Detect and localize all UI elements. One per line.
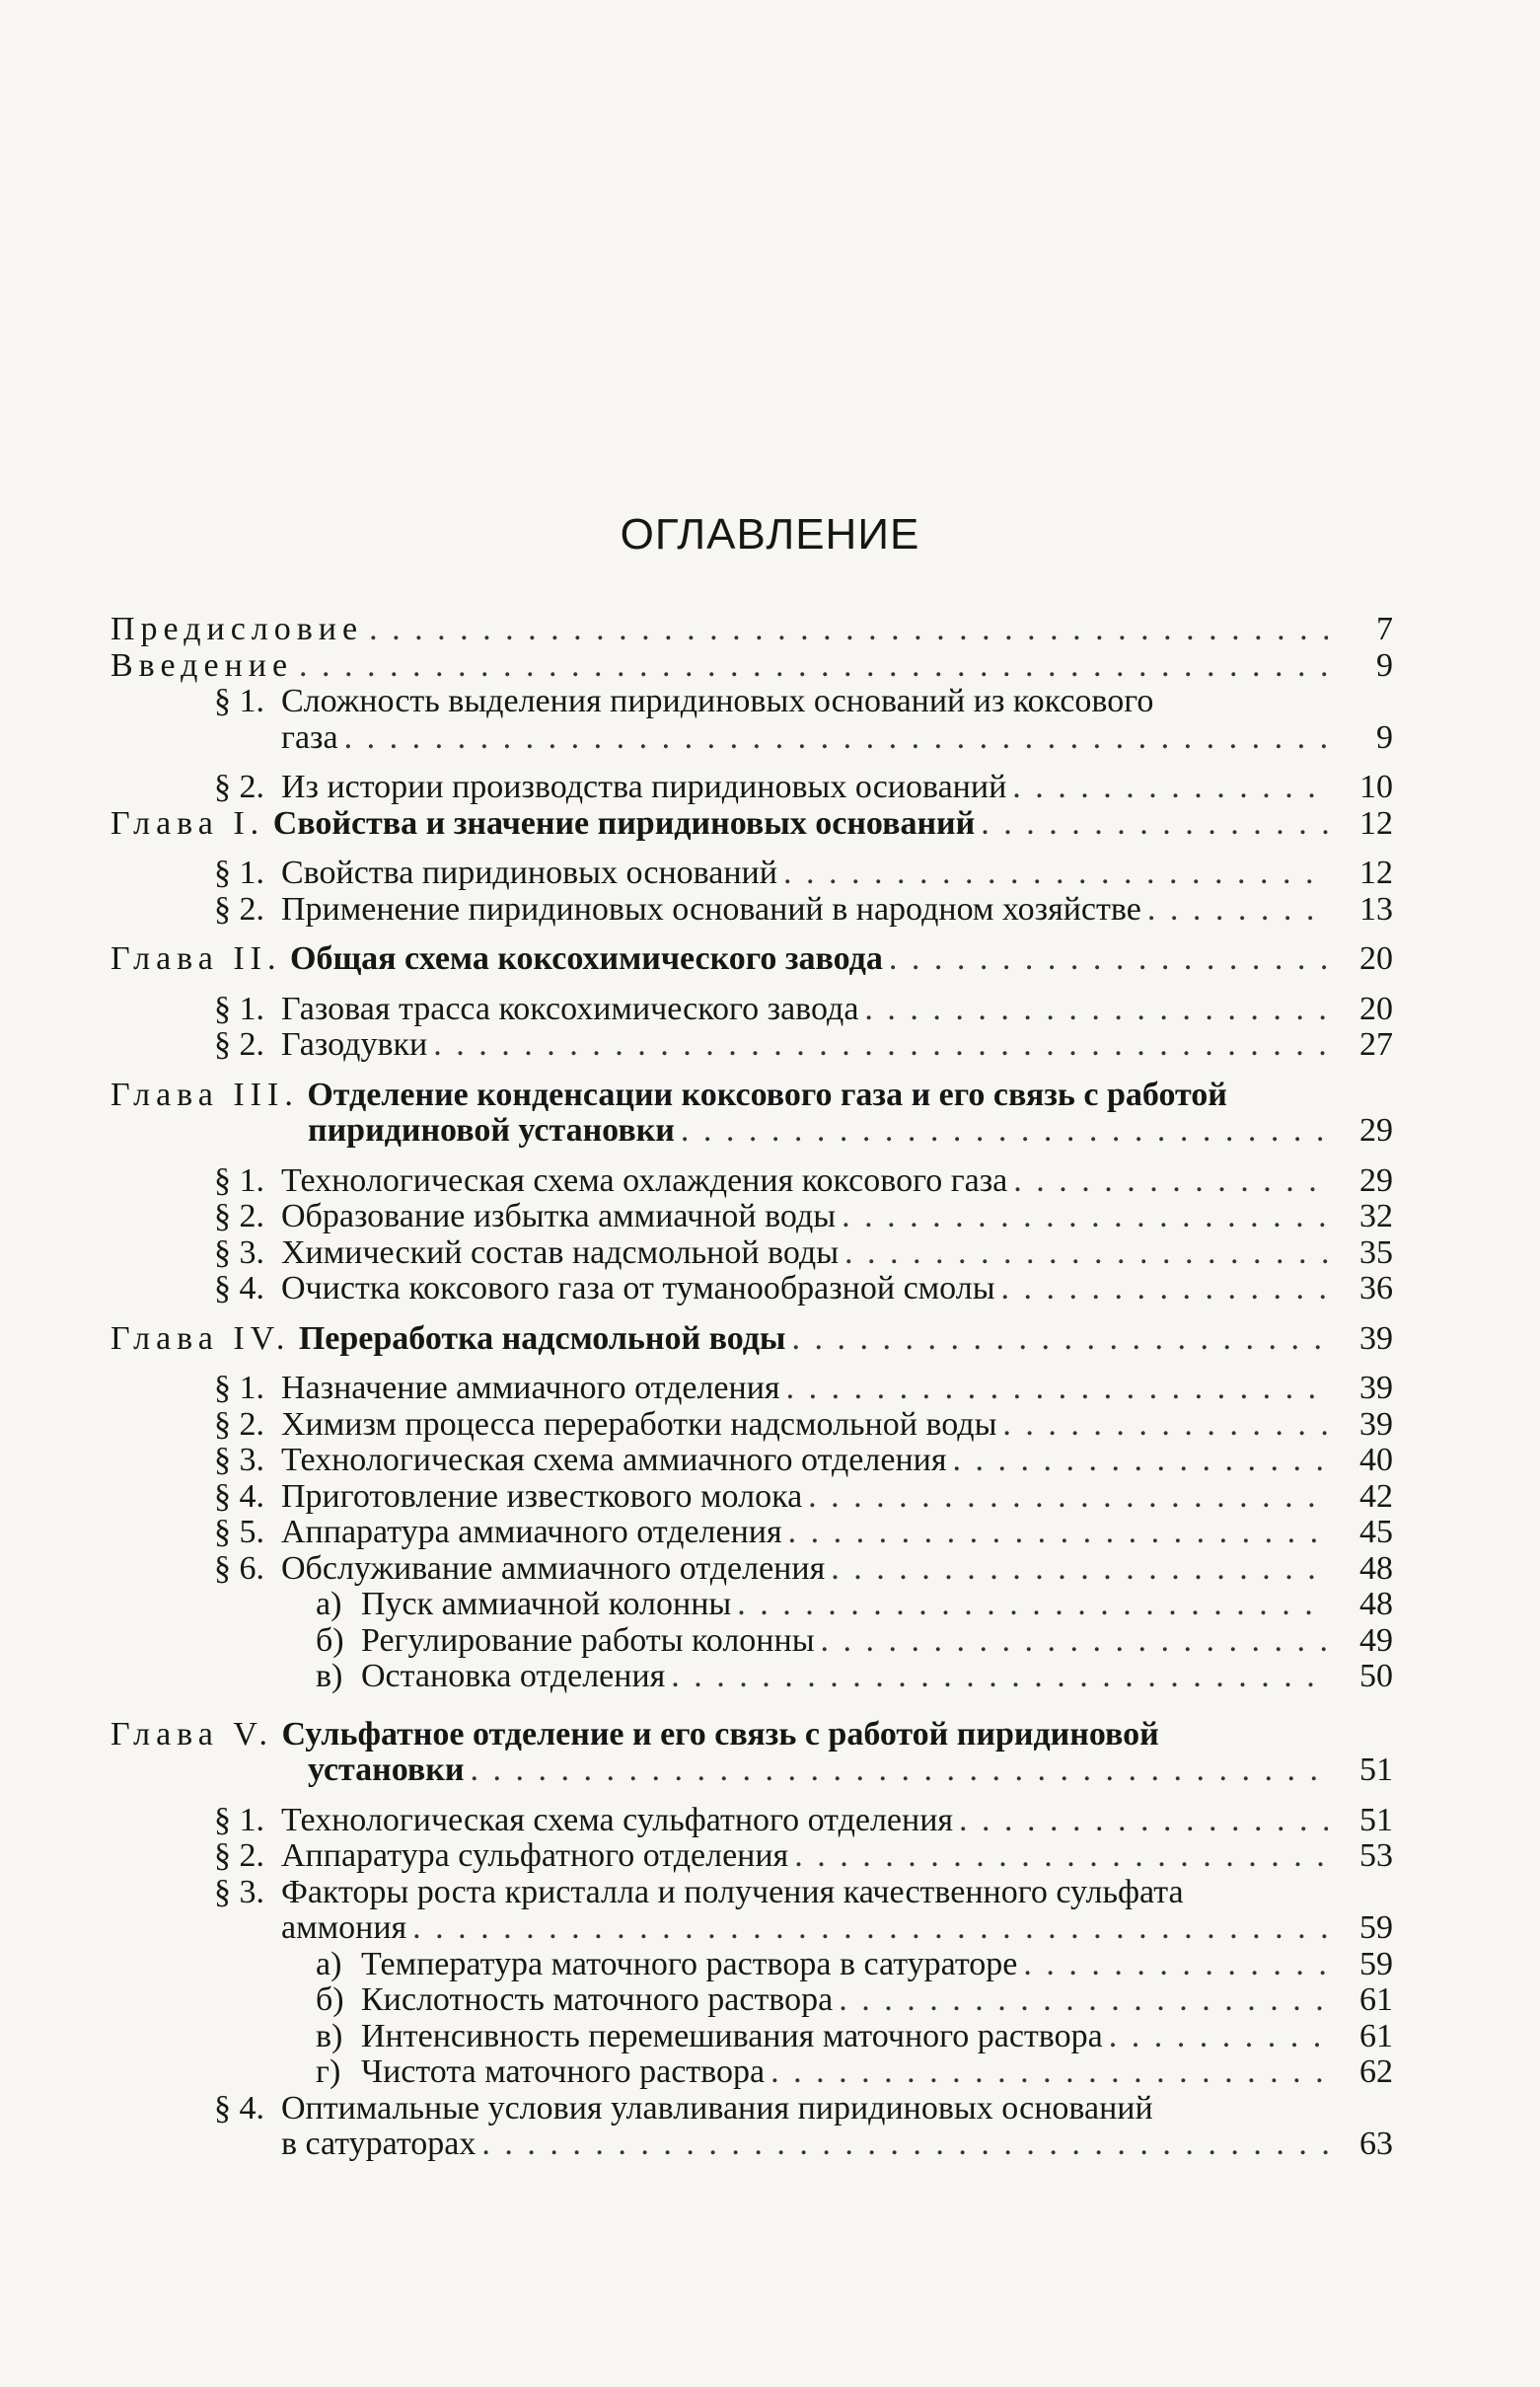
section-mark: § 2. (214, 890, 264, 928)
page-number: 40 (1359, 1442, 1393, 1478)
toc-chapter-2[interactable] (110, 941, 1393, 978)
dot-leader (1109, 2019, 1328, 2055)
page-number: 51 (1359, 1752, 1393, 1788)
page-number: 48 (1359, 1549, 1393, 1587)
toc-section-intro-1[interactable] (110, 684, 1393, 720)
section-title: Технологическая схема сульфатного отделения (281, 1801, 954, 1838)
section-title: Обслуживание аммиачного отделения (281, 1549, 826, 1587)
section-mark: § 3. (214, 1233, 264, 1271)
section-mark: § 1. (214, 1370, 264, 1406)
section-title: Газовая трасса коксохимического завода (281, 990, 859, 1027)
subsection-title: Регулирование работы колонны (361, 1621, 815, 1659)
section-title: Применение пиридиновых оснований в народном хозяйстве (281, 890, 1141, 928)
dot-leader (794, 1838, 1328, 1875)
dot-leader (1023, 1947, 1328, 1983)
section-mark: § 4. (214, 2089, 264, 2126)
page-number: 53 (1359, 1837, 1393, 1874)
toc-section-3-4[interactable] (110, 1271, 1393, 1307)
subsection-mark: а) (316, 1945, 342, 1982)
spacer (110, 978, 1393, 992)
subsection-title: Температура маточного раствора в сатураторе (361, 1945, 1018, 1982)
dot-leader (412, 1910, 1328, 1947)
toc-section-intro-1-cont[interactable] (110, 720, 1393, 757)
section-title: Назначение аммиачного отделения (281, 1370, 780, 1406)
dot-leader (831, 1551, 1328, 1588)
section-title: Технологическая схема охлаждения коксового газа (281, 1161, 1008, 1199)
dot-leader (788, 1515, 1328, 1551)
toc-section-4-2[interactable] (110, 1407, 1393, 1444)
section-title: Образование избытка аммиачной воды (281, 1198, 837, 1234)
page-number: 7 (1376, 611, 1393, 647)
spacer (110, 756, 1393, 770)
toc-subsection-4-6-a[interactable] (110, 1587, 1393, 1623)
dot-leader (952, 1443, 1328, 1479)
dot-leader (981, 806, 1328, 843)
section-mark: § 6. (214, 1549, 264, 1587)
page-number: 12 (1359, 804, 1393, 842)
dot-leader (470, 1753, 1328, 1789)
section-title-cont: в сатураторах (281, 2126, 477, 2162)
page-number: 20 (1359, 940, 1393, 977)
dot-leader (433, 1027, 1328, 1064)
section-title: Факторы роста кристалла и получения качественного сульфата (281, 1873, 1184, 1910)
section-title-cont: газа (281, 718, 338, 756)
section-mark: § 2. (214, 1837, 264, 1874)
chapter-title: Отделение конденсации коксового газа и его связь с работой (307, 1076, 1227, 1113)
toc-section-3-1[interactable] (110, 1163, 1393, 1200)
toc-section-4-5[interactable] (110, 1515, 1393, 1551)
subsection-title: Пуск аммиачной колонны (361, 1586, 732, 1622)
toc-section-2-2[interactable] (110, 1027, 1393, 1064)
subsection-mark: в) (316, 1658, 343, 1694)
chapter-label: Глава I. (110, 804, 265, 842)
page-number: 10 (1359, 769, 1393, 805)
section-title: Сложность выделения пиридиновых оснований из коксового (281, 683, 1154, 719)
chapter-title-cont: пиридиновой установки (308, 1112, 675, 1149)
page-number: 35 (1359, 1233, 1393, 1271)
section-title: Технологическая схема аммиачного отделения (281, 1442, 947, 1478)
toc-section-2-1[interactable] (110, 992, 1393, 1028)
section-mark: § 1. (214, 1801, 264, 1838)
page-number: 62 (1359, 2053, 1393, 2090)
toc-section-5-3[interactable] (110, 1875, 1393, 1911)
dot-leader (1013, 1163, 1328, 1200)
dot-leader (1012, 770, 1328, 806)
page-number: 27 (1359, 1026, 1393, 1063)
dot-leader (737, 1587, 1328, 1623)
dot-leader (1002, 1407, 1328, 1444)
toc-subsection-4-6-b[interactable] (110, 1623, 1393, 1660)
section-mark: § 2. (214, 769, 264, 805)
section-title: Из истории производства пиридиновых осиований (281, 769, 1007, 805)
section-mark: § 5. (214, 1514, 264, 1550)
spacer (110, 842, 1393, 856)
toc-section-1-2[interactable] (110, 892, 1393, 929)
toc-section-intro-2[interactable] (110, 770, 1393, 806)
dot-leader (808, 1479, 1328, 1516)
toc-chapter-5-cont[interactable] (110, 1753, 1393, 1789)
subsection-title: Интенсивность перемешивания маточного раствора (361, 2017, 1103, 2054)
page-number: 61 (1359, 2017, 1393, 2054)
spacer (110, 1064, 1393, 1078)
page-number: 20 (1359, 990, 1393, 1027)
page-number: 29 (1359, 1161, 1393, 1199)
page-number: 39 (1359, 1319, 1393, 1357)
section-mark: § 2. (214, 1198, 264, 1234)
section-title: Оптимальные условия улавливания пиридиновых оснований (281, 2089, 1153, 2126)
section-mark: § 4. (214, 1477, 264, 1515)
page-number: 9 (1376, 718, 1393, 756)
subsection-mark: б) (316, 1981, 344, 2018)
toc-chapter-3[interactable] (110, 1078, 1393, 1114)
dot-leader (821, 1623, 1328, 1660)
page-number: 36 (1359, 1270, 1393, 1306)
section-title: Очистка коксового газа от туманообразной смолы (281, 1270, 995, 1306)
section-mark: § 3. (214, 1873, 264, 1910)
dot-leader (842, 1199, 1328, 1235)
page-number: 45 (1359, 1514, 1393, 1550)
chapter-label: Глава V. (110, 1715, 274, 1753)
toc-entry-label: Введение (110, 646, 294, 684)
page-number: 49 (1359, 1621, 1393, 1659)
table-of-contents (110, 612, 1393, 2163)
section-mark: § 2. (214, 1405, 264, 1443)
page-number: 29 (1359, 1112, 1393, 1149)
spacer (110, 928, 1393, 941)
page-number: 48 (1359, 1586, 1393, 1622)
section-title: Аппаратура аммиачного отделения (281, 1514, 782, 1550)
subsection-mark: а) (316, 1586, 342, 1622)
section-mark: § 4. (214, 1270, 264, 1306)
toc-section-3-2[interactable] (110, 1199, 1393, 1235)
page-number: 50 (1359, 1658, 1393, 1694)
dot-leader (1147, 892, 1328, 929)
dot-leader (671, 1659, 1328, 1695)
section-mark: § 1. (214, 855, 264, 891)
subsection-mark: г) (316, 2053, 341, 2090)
dot-leader (864, 992, 1328, 1028)
page-number: 42 (1359, 1477, 1393, 1515)
toc-section-1-1[interactable] (110, 856, 1393, 892)
dot-leader (1001, 1271, 1328, 1307)
toc-entry-label: Предисловие (110, 611, 364, 647)
chapter-label: Глава III. (110, 1076, 299, 1113)
spacer (110, 1789, 1393, 1803)
toc-section-5-3-cont[interactable] (110, 1910, 1393, 1947)
page-number: 63 (1359, 2126, 1393, 2162)
chapter-title: Свойства и значение пиридиновых оснований (272, 804, 976, 842)
subsection-title: Кислотность маточного раствора (361, 1981, 834, 2018)
toc-section-3-3[interactable] (110, 1235, 1393, 1272)
dot-leader (786, 1371, 1328, 1407)
toc-subsection-5-3-d[interactable] (110, 2054, 1393, 2091)
page-number: 32 (1359, 1198, 1393, 1234)
section-title: Аппаратура сульфатного отделения (281, 1837, 789, 1874)
dot-leader (889, 941, 1328, 978)
subsection-mark: в) (316, 2017, 343, 2054)
spacer (110, 1357, 1393, 1371)
toc-chapter-5[interactable] (110, 1717, 1393, 1753)
page-number: 61 (1359, 1981, 1393, 2018)
subsection-title: Остановка отделения (361, 1658, 666, 1694)
chapter-title: Общая схема коксохимического завода (290, 940, 883, 977)
dot-leader (369, 612, 1328, 648)
section-mark: § 1. (214, 990, 264, 1027)
toc-subsection-4-6-c[interactable] (110, 1659, 1393, 1695)
section-mark: § 2. (214, 1026, 264, 1063)
dot-leader (844, 1235, 1328, 1272)
dot-leader (481, 2126, 1328, 2163)
page-number: 59 (1359, 1909, 1393, 1946)
toc-section-5-4[interactable] (110, 2091, 1393, 2127)
toc-section-4-3[interactable] (110, 1443, 1393, 1479)
chapter-title-cont: установки (308, 1752, 465, 1788)
dot-leader (783, 856, 1328, 892)
page-title: ОГЛАВЛЕНИЕ (620, 510, 920, 559)
toc-section-4-4[interactable] (110, 1479, 1393, 1516)
section-mark: § 1. (214, 1161, 264, 1199)
section-title: Газодувки (281, 1026, 428, 1063)
toc-entry-preface[interactable] (110, 612, 1393, 648)
toc-subsection-5-3-b[interactable] (110, 1982, 1393, 2019)
toc-section-4-1[interactable] (110, 1371, 1393, 1407)
chapter-label: Глава II. (110, 940, 282, 977)
dot-leader (791, 1321, 1328, 1358)
chapter-title: Переработка надсмольной воды (298, 1319, 786, 1357)
dot-leader (770, 2054, 1328, 2091)
dot-leader (839, 1982, 1328, 2019)
toc-subsection-5-3-c[interactable] (110, 2019, 1393, 2055)
page-number: 13 (1359, 890, 1393, 928)
chapter-label: Глава IV. (110, 1319, 291, 1357)
toc-section-5-1[interactable] (110, 1803, 1393, 1839)
section-title: Свойства пиридиновых оснований (281, 855, 777, 891)
toc-section-5-2[interactable] (110, 1838, 1393, 1875)
dot-leader (299, 648, 1328, 685)
dot-leader (959, 1803, 1328, 1839)
toc-section-4-6[interactable] (110, 1551, 1393, 1588)
section-mark: § 3. (214, 1442, 264, 1478)
section-title: Химический состав надсмольной воды (281, 1233, 840, 1271)
page-number: 59 (1359, 1945, 1393, 1982)
toc-section-5-4-cont[interactable] (110, 2126, 1393, 2163)
spacer (110, 1695, 1393, 1717)
section-title: Химизм процесса переработки надсмольной воды (281, 1405, 997, 1443)
section-mark: § 1. (214, 683, 264, 719)
page-number: 39 (1359, 1405, 1393, 1443)
dot-leader (344, 720, 1328, 757)
subsection-mark: б) (316, 1621, 344, 1659)
toc-subsection-5-3-a[interactable] (110, 1947, 1393, 1983)
page-number: 51 (1359, 1801, 1393, 1838)
toc-entry-intro[interactable] (110, 648, 1393, 685)
section-title-cont: аммония (281, 1909, 407, 1946)
toc-chapter-3-cont[interactable] (110, 1113, 1393, 1150)
spacer (110, 1150, 1393, 1163)
toc-chapter-4[interactable] (110, 1321, 1393, 1358)
spacer (110, 1307, 1393, 1321)
page-number: 9 (1376, 646, 1393, 684)
chapter-title: Сульфатное отделение и его связь с работой пиридиновой (281, 1715, 1159, 1753)
subsection-title: Чистота маточного раствора (361, 2053, 766, 2090)
page-number: 39 (1359, 1370, 1393, 1406)
page-number: 12 (1359, 855, 1393, 891)
toc-chapter-1[interactable] (110, 806, 1393, 843)
dot-leader (681, 1113, 1328, 1150)
section-title: Приготовление известкового молока (281, 1477, 803, 1515)
